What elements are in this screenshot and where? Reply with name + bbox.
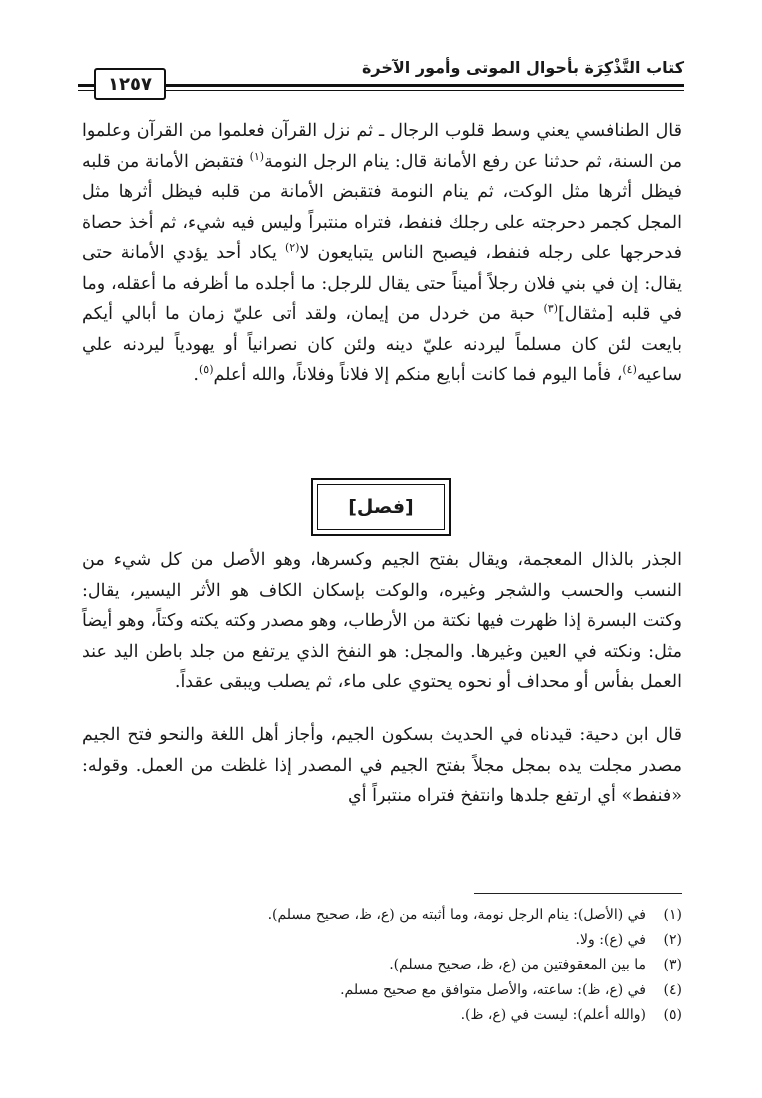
footnote-number: (٢): [663, 932, 682, 948]
header-rule-left: [78, 84, 94, 87]
header-rule-left-thin: [78, 90, 94, 91]
footnote: [82, 903, 682, 928]
footnote-ref-2[interactable]: (٢): [284, 241, 300, 255]
footnote-text: في (الأصل): ينام الرجل نومة، وما أثبته من (ع، ظ، صحيح مسلم).: [267, 907, 646, 923]
header-rule-thin: [166, 90, 684, 91]
paragraph-text: قال الطنافسي يعني وسط قلوب الرجال ـ ثم نزل القرآن فعلموا من القرآن: [136, 121, 682, 141]
paragraph-hadith: [82, 116, 682, 391]
footnote-number: (٣): [663, 957, 682, 973]
book-title: كتاب التَّذْكِرَة بأحوال الموتى وأمور الآخرة: [361, 58, 684, 77]
page-number: ١٢٥٧: [94, 68, 166, 100]
footnote-number: (٤): [663, 982, 682, 998]
footnote-number: (١): [663, 907, 682, 923]
footnote-text: في (ع، ظ): ساعته، والأصل متوافق مع صحيح مسلم.: [340, 982, 646, 998]
paragraph-definitions: الجذر بالذال المعجمة، ويقال بفتح الجيم وكسرها، وهو الأصل من كل شيء من النسب والحسب والشجر وغيره، والوكت بإسكان الكاف هو الأثر اليسير، يقال: وكتت البسرة إذا ظهرت فيها نكتة من الأرطاب، وهو مصدر وكته يكته وكتاً، وهو أيضاً مثل: ونكته في العين وغيرها. والمجل: هو النفخ الذي يرتفع من جلد باطن اليد عند العمل بفأس أو محداف أو نحوه يحتوي على ماء، ثم يصلب ويبقى عقداً.: [82, 550, 682, 692]
footnote: [82, 1003, 682, 1028]
paragraph-text: .: [193, 365, 199, 385]
footnotes: [82, 903, 682, 1028]
footnote-separator: [474, 893, 682, 894]
footnote-text: (والله أعلم): ليست في (ع، ظ).: [460, 1007, 646, 1023]
footnote: [82, 978, 682, 1003]
footnote-ref-1[interactable]: (١): [249, 149, 265, 163]
footnote: [82, 953, 682, 978]
paragraph-ibn-dihya: قال ابن دحية: قيدناه في الحديث بسكون الجيم، وأجاز أهل اللغة والنحو فتح الجيم مصدر مجلت يده بمجل مجلاً بفتح الجيم في المصدر إذا غلظت من العمل. وقوله: «فنفط» أي ارتفع جلدها وانتفخ فتراه منتبراً أي: [82, 725, 682, 806]
paragraph-text: ، فأما اليوم فما كانت أبايع منكم إلا فلاناً وفلاناً، والله أعلم: [213, 365, 623, 385]
paragraph-text: وعلموا من السنة، ثم حدثنا عن رفع الأمانة قال: ينام الرجل النومة: [82, 121, 682, 172]
paragraph-text: فتقبض الأمانة من قلبه فيظل أثرها مثل الوكت، ثم ينام النومة فتقبض الأمانة من قلبه فيظل أثرها مثل المجل كجمر دحرجته على رجلك فنفط، فتراه منتبراً وليس فيه شيء، ثم أخذ حصاة فدحرجها على رجله فنفط، فيصبح الناس يتبايعون لا: [82, 151, 682, 263]
section-heading-wrap: [0, 478, 762, 536]
footnote-ref-4[interactable]: (٤): [622, 363, 637, 377]
footnote-number: (٥): [663, 1007, 682, 1023]
footnote-text: ما بين المعقوفتين من (ع، ظ، صحيح مسلم).: [389, 957, 646, 973]
footnote-ref-3[interactable]: (٣): [543, 302, 558, 316]
section-heading: [فصل]: [317, 484, 445, 530]
footnote: [82, 928, 682, 953]
paragraph-text: حبة من خردل من إيمان، ولقد أتى عليّ زمان ما أبالي أيكم بايعت لئن كان مسلماً ليردنه عليّ دينه ولئن كان نصرانياً أو يهودياً ليردنه علي ساعيه: [82, 304, 682, 385]
paragraph-text: يكاد أحد يؤدي الأمانة حتى يقال: إن في بني فلان رجلاً أميناً حتى يقال للرجل: ما أجلده ما أظرفه ما أعقله، وما في قلبه [مثقال]: [82, 243, 683, 324]
running-header: [78, 52, 684, 98]
footnote-ref-5[interactable]: (٥): [198, 363, 214, 377]
header-rule: [166, 84, 684, 87]
section-heading-frame: [311, 478, 451, 536]
footnote-text: في (ع): ولا.: [575, 932, 646, 948]
